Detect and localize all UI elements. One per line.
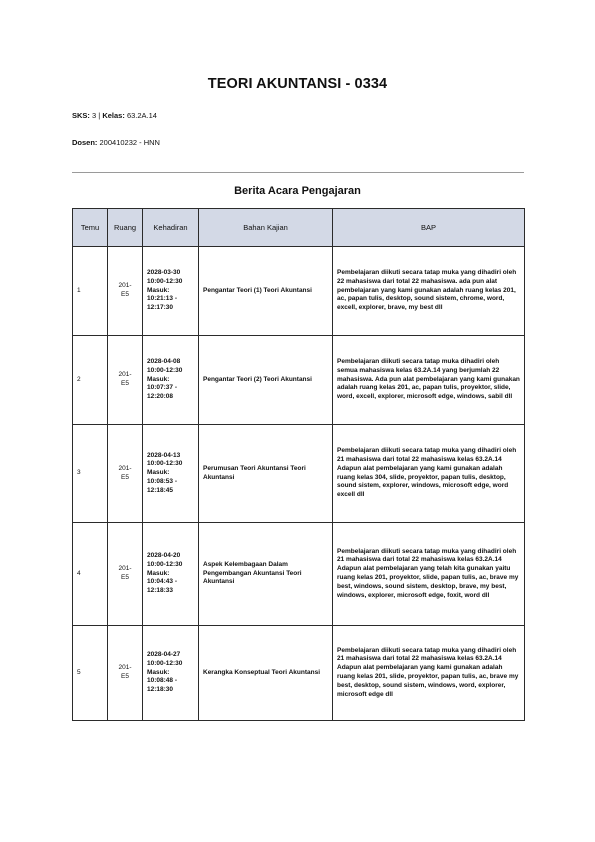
kehadiran-date: 2028-03-30 (147, 269, 181, 277)
cell-bap: Pembelajaran diikuti secara tatap muka yang dihadiri oleh 21 mahasiswa dari total 22 mahasiswa kelas 63.2A.14 Adapun alat pembelajaran yang telah kita gunakan yaitu ruang kelas 201, proyektor, slide, papan tulis, ac, brave my best, windows, sound sistem, desktop, brave, my best, windows, explorer, microsoft edge, foxit, word dll (333, 523, 525, 626)
dosen-label: Dosen: (72, 138, 98, 147)
kehadiran-out: 12:20:08 (147, 393, 174, 401)
kelas-value: 63.2A.14 (126, 111, 157, 120)
cell-kehadiran (143, 425, 199, 523)
course-meta-line (72, 111, 157, 120)
kehadiran-time: 10:00-12:30 (147, 277, 183, 285)
header-temu: Temu (73, 209, 108, 247)
ruang-line: E5 (121, 291, 129, 298)
kehadiran-in: 10:08:48 - (147, 677, 177, 685)
kehadiran-in: 10:08:53 - (147, 477, 177, 485)
table-row (73, 523, 525, 626)
bap-table (72, 208, 525, 721)
ruang-line: 201- (118, 565, 132, 573)
table-row (73, 425, 525, 523)
kehadiran-label: Masuk: (147, 569, 170, 577)
kehadiran-label: Masuk: (147, 469, 170, 477)
cell-temu: 2 (73, 336, 108, 425)
ruang-line: 201- (118, 664, 132, 672)
header-bap: BAP (333, 209, 525, 247)
kehadiran-out: 12:18:33 (147, 587, 174, 595)
cell-bap: Pembelajaran diikuti secara tatap muka dihadiri oleh semua mahasiswa kelas 63.2A.14 yang berjumlah 22 mahasiswa. Ada pun alat pembelajaran yang kami gunakan adalah ruang kelas 201, ac, papan tulis, proyektor, slide, word, excell, explorer, microsoft edge, windows, sabil dll (333, 336, 525, 425)
sks-label: SKS: (72, 111, 90, 120)
table-row (73, 626, 525, 721)
ruang-line: E5 (121, 473, 129, 481)
kehadiran-label: Masuk: (147, 668, 170, 676)
kehadiran-label: Masuk: (147, 286, 170, 294)
cell-ruang (108, 247, 143, 336)
kehadiran-in: 10:07:37 - (147, 384, 177, 392)
kehadiran-time: 10:00-12:30 (147, 659, 183, 667)
cell-temu: 1 (73, 247, 108, 336)
cell-bahan-kajian: Perumusan Teori Akuntansi Teori Akuntansi (199, 425, 333, 523)
kehadiran-out: 12:17:30 (147, 304, 174, 312)
kelas-label: Kelas: (102, 111, 125, 120)
ruang-line: 201- (118, 282, 132, 290)
kehadiran-date: 2028-04-08 (147, 358, 181, 366)
ruang-line: 201- (118, 464, 132, 472)
section-divider (72, 172, 524, 173)
cell-temu: 3 (73, 425, 108, 523)
kehadiran-time: 10:00-12:30 (147, 560, 183, 568)
cell-bahan-kajian: Kerangka Konseptual Teori Akuntansi (199, 626, 333, 721)
cell-ruang (108, 425, 143, 523)
table-header-row (73, 209, 525, 247)
cell-ruang (108, 523, 143, 626)
cell-ruang (108, 336, 143, 425)
kehadiran-in: 10:04:43 - (147, 578, 177, 586)
page-title: TEORI AKUNTANSI - 0334 (207, 76, 388, 92)
kehadiran-time: 10:00-12:30 (147, 366, 183, 374)
ruang-line: E5 (121, 574, 129, 581)
cell-kehadiran (143, 523, 199, 626)
cell-bap: Pembelajaran diikuti secara tatap muka yang dihadiri oleh 22 mahasiswa dari total 22 mahasiswa. ada pun alat pembelajaran yang kami gunakan adalah ruang kelas 201, ac, papan tulis, desktop, sound sistem, chrome, word, excell, explorer, brave, my best dll (333, 247, 525, 336)
meta-separator: | (98, 111, 101, 120)
table-row (73, 247, 525, 336)
kehadiran-out: 12:18:45 (147, 486, 174, 494)
kehadiran-out: 12:18:30 (147, 686, 174, 694)
ruang-line: 201- (118, 371, 132, 379)
ruang-line: E5 (121, 673, 129, 680)
cell-kehadiran (143, 247, 199, 336)
cell-bahan-kajian: Aspek Kelembagaan Dalam Pengembangan Akuntansi Teori Akuntansi (199, 523, 333, 626)
cell-bahan-kajian: Pengantar Teori (1) Teori Akuntansi (199, 247, 333, 336)
header-bahan-kajian: Bahan Kajian (199, 209, 333, 247)
kehadiran-date: 2028-04-20 (147, 552, 181, 560)
cell-kehadiran (143, 336, 199, 425)
kehadiran-date: 2028-04-13 (147, 451, 181, 459)
cell-temu: 4 (73, 523, 108, 626)
header-kehadiran: Kehadiran (143, 209, 199, 247)
dosen-value: 200410232 - HNN (99, 138, 160, 147)
table-row (73, 336, 525, 425)
cell-kehadiran (143, 626, 199, 721)
cell-temu: 5 (73, 626, 108, 721)
header-ruang: Ruang (108, 209, 143, 247)
kehadiran-date: 2028-04-27 (147, 651, 181, 659)
cell-ruang (108, 626, 143, 721)
kehadiran-time: 10:00-12:30 (147, 460, 183, 468)
cell-bahan-kajian: Pengantar Teori (2) Teori Akuntansi (199, 336, 333, 425)
kehadiran-label: Masuk: (147, 375, 170, 383)
sks-value: 3 (92, 111, 97, 120)
kehadiran-in: 10:21:13 - (147, 295, 177, 303)
ruang-line: E5 (121, 380, 129, 387)
lecturer-line (72, 138, 160, 147)
section-title: Berita Acara Pengajaran (234, 185, 361, 197)
cell-bap: Pembelajaran diikuti secara tatap muka yang dihadiri oleh 21 mahasiswa dari total 22 mahasiswa kelas 63.2A.14 Adapun alat pembelajaran yang kami gunakan adalah ruang kelas 201, slide, proyektor, papan tulis, ac, brave my best, desktop, sound sistem, windows, word, explorer, microsoft edge dll (333, 626, 525, 721)
cell-bap: Pembelajaran diikuti secara tatap muka yang dihadiri oleh 21 mahasiswa dari total 22 mahasiswa kelas 63.2A.14 Adapun alat pembelajaran yang kami gunakan adalah ruang kelas 304, slide, proyektor, papan tulis, desktop, sound sistem, explorer, windows, microsoft edge, word excell dll (333, 425, 525, 523)
